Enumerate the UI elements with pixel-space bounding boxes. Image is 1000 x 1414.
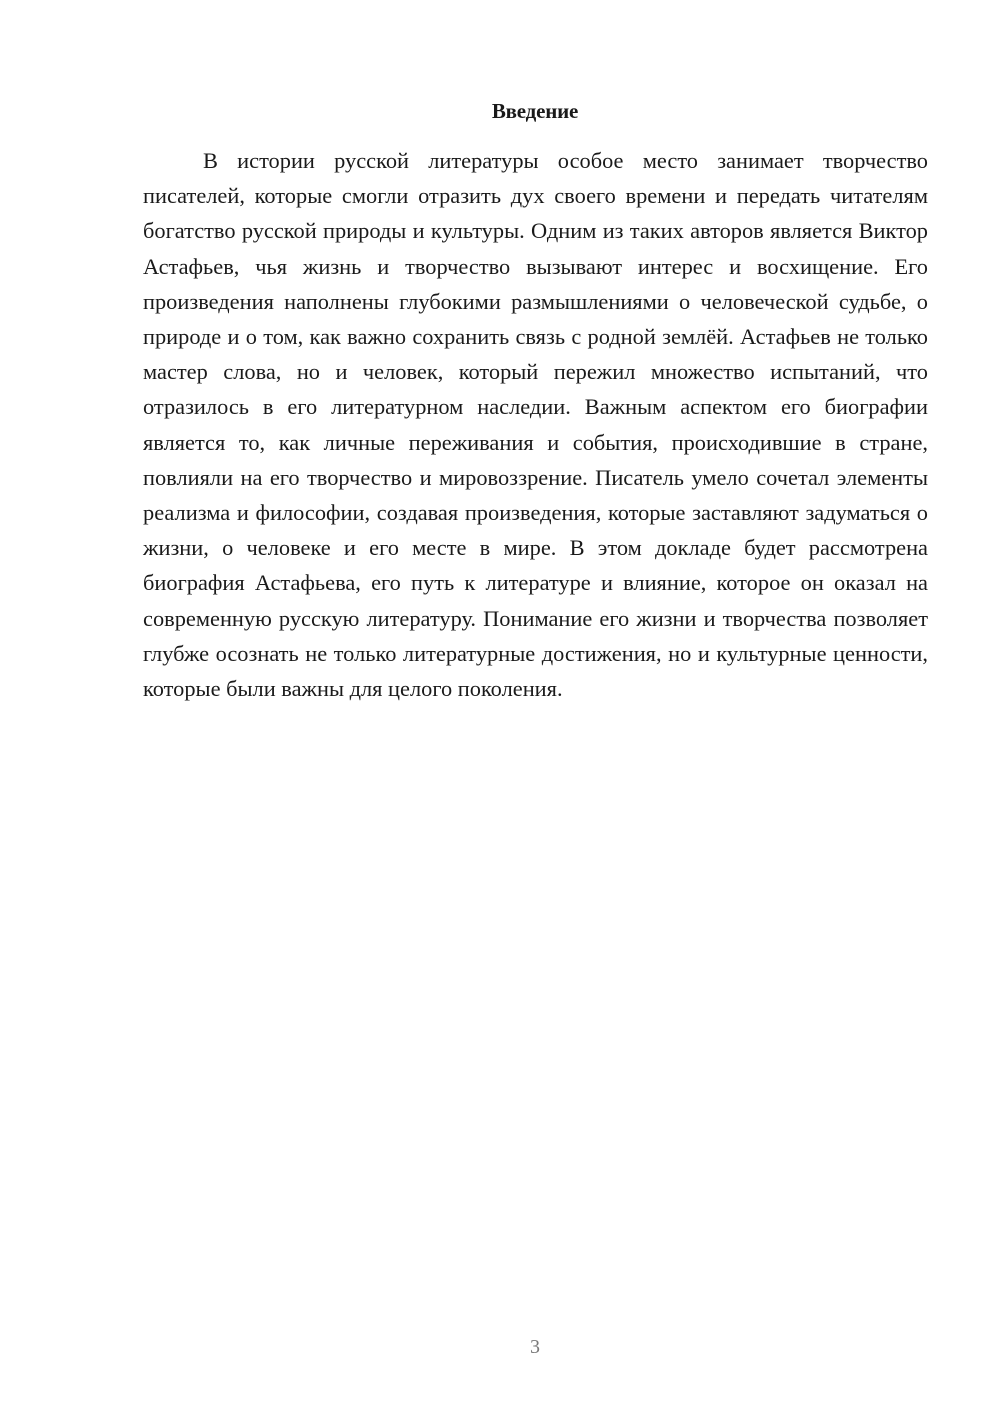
section-heading: Введение (491, 99, 579, 123)
page-number: 3 (530, 1336, 540, 1358)
body-paragraph: В истории русской литературы особое место занимает творчество писателей, которые смогли отразить дух своего времени и передать читателям богатство русской природы и культуры. Одним из таких авторов является Виктор Астафьев, чья жизнь и творчество вызывают интерес и восхищение. Его произведения наполнены глубокими размышлениями о человеческой судьбе, о природе и о том, как важно сохранить связь с родной землёй. Астафьев не только мастер слова, но и человек, который пережил множество испытаний, что отразилось в его литературном наследии. Важным аспектом его биографии является то, как личные переживания и события, происходившие в стране, повлияли на его творчество и мировоззрение. Писатель умело сочетал элементы реализма и философии, создавая произведения, которые заставляют задуматься о жизни, о человеке и его месте в мире. В этом докладе будет рассмотрена биография Астафьева, его путь к литературе и влияние, которое он оказал на современную русскую литературу. Понимание его жизни и творчества позволяет глубже осознать не только литературные достижения, но и культурные ценности, которые были важны для целого поколения. (143, 148, 928, 702)
